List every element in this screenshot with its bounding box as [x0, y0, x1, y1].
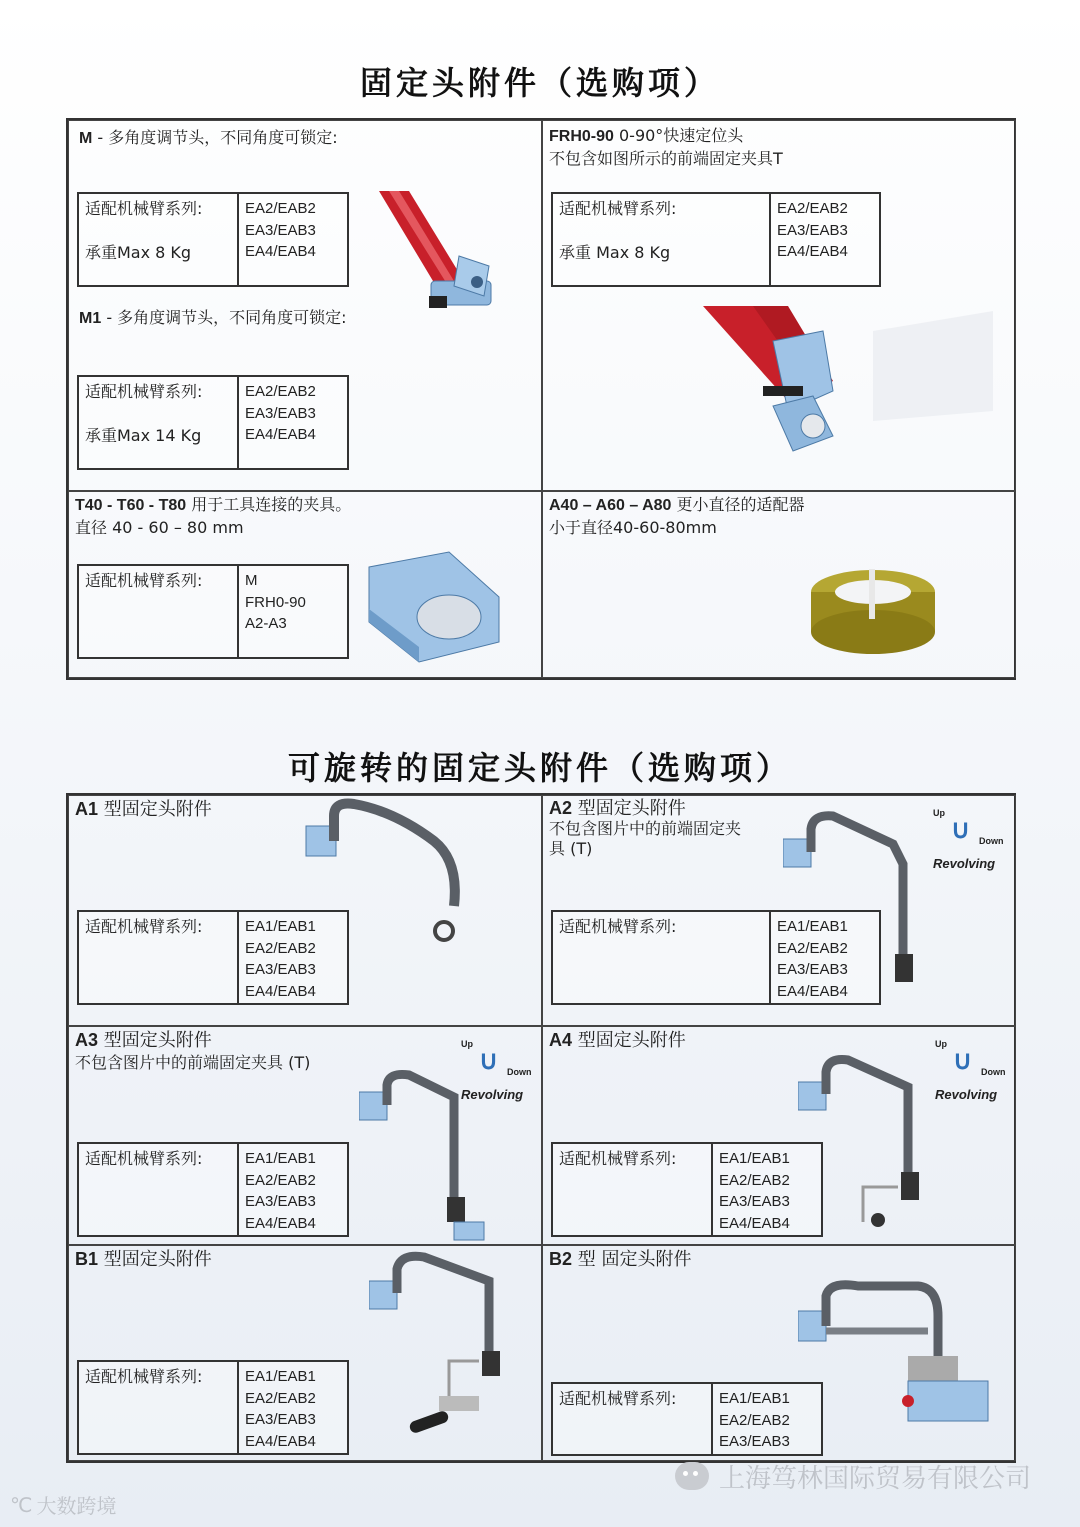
m1-spec-label: 适配机械臂系列:	[85, 382, 203, 401]
t-code: T40 - T60 - T80	[75, 497, 187, 514]
b1-spec-table: 适配机械臂系列: EA1/EAB1 EA2/EAB2 EA3/EAB3 EA4/EAB4	[77, 1360, 349, 1455]
m-desc: - 多角度调节头，不同角度可锁定:	[92, 128, 338, 147]
section1-title: 固定头附件（选购项）	[359, 64, 720, 102]
frh-load: 承重 Max 8 Kg	[559, 243, 671, 262]
company-name: 上海笃林国际贸易有限公司	[719, 1463, 1032, 1494]
tool-clamp-image	[359, 547, 529, 667]
a3-revolving-logo: Up ∪ Down Revolving	[461, 1039, 532, 1102]
a2-spec-table: 适配机械臂系列: EA1/EAB1 EA2/EAB2 EA3/EAB3 EA4/EAB4	[551, 910, 881, 1005]
a2-fixture-image	[783, 804, 913, 994]
a4-fixture-image	[798, 1052, 938, 1237]
m-code: M	[79, 130, 93, 147]
company-footer	[675, 1456, 1031, 1496]
wechat-icon	[675, 1462, 709, 1490]
m1-desc: - 多角度调节头，不同角度可锁定:	[101, 308, 347, 327]
m-spec-table: 适配机械臂系列: 承重Max 8 Kg EA2/EAB2 EA3/EAB3 EA4/EAB4	[77, 192, 349, 287]
a4-spec-table: 适配机械臂系列: EA1/EAB1 EA2/EAB2 EA3/EAB3 EA4/EAB4	[551, 1142, 823, 1237]
frh-code: FRH0-90	[549, 128, 614, 145]
watermark: ℃ 大数跨境	[10, 1492, 117, 1518]
quick-positioning-head-image	[693, 301, 993, 471]
a-desc: 更小直径的适配器	[671, 495, 805, 514]
t-desc: 用于工具连接的夹具。	[186, 495, 352, 514]
t-note: 直径 40 - 60 – 80 mm	[75, 518, 244, 537]
section1-grid	[66, 118, 1016, 680]
cell-a	[542, 491, 1016, 678]
a4-caption: A4 型固定头附件	[549, 1030, 686, 1051]
t-spec-table: 适配机械臂系列: M FRH0-90 A2-A3	[77, 564, 349, 659]
a1-fixture-image	[294, 796, 504, 951]
a2-caption: A2 型固定头附件 不包含图片中的前端固定夹 具 (T)	[549, 798, 742, 858]
m1-caption	[79, 307, 369, 330]
cell-m	[68, 120, 542, 491]
b2-spec-table: 适配机械臂系列: EA1/EAB1 EA2/EAB2 EA3/EAB3	[551, 1382, 823, 1456]
cell-a2	[542, 795, 1016, 1026]
section2-title: 可旋转的固定头附件（选购项）	[287, 749, 792, 787]
cell-frh	[542, 120, 1016, 491]
m1-code: M1	[79, 310, 102, 327]
frh-desc: 0-90°快速定位头	[613, 126, 744, 145]
a3-caption: A3 型固定头附件 不包含图片中的前端固定夹具 (T)	[75, 1030, 311, 1072]
b1-caption: B1 型固定头附件	[75, 1249, 212, 1270]
m1-load: 承重Max 14 Kg	[85, 426, 202, 445]
m-spec-label: 适配机械臂系列:	[85, 199, 203, 218]
frh-note: 不包含如图所示的前端固定夹具T	[549, 149, 783, 168]
frh-spec-label: 适配机械臂系列:	[559, 199, 677, 218]
a4-revolving-logo: Up ∪ Down Revolving	[935, 1039, 1006, 1102]
frh-caption	[549, 125, 969, 170]
cell-a3	[68, 1026, 542, 1245]
a1-caption: A1 型固定头附件	[75, 799, 212, 820]
cell-a1	[68, 795, 542, 1026]
cell-a4	[542, 1026, 1016, 1245]
a-code: A40 – A60 – A80	[549, 497, 672, 514]
adapter-ring-image	[803, 557, 953, 657]
a1-spec-table: 适配机械臂系列: EA1/EAB1 EA2/EAB2 EA3/EAB3 EA4/EAB4	[77, 910, 349, 1005]
watermark-logo-icon: ℃	[10, 1492, 33, 1517]
b2-caption: B2 型 固定头附件	[549, 1249, 692, 1270]
m1-spec-table: 适配机械臂系列: 承重Max 14 Kg EA2/EAB2 EA3/EAB3 EA4/EAB4	[77, 375, 349, 470]
cell-b2	[542, 1245, 1016, 1461]
b1-fixture-image	[369, 1251, 509, 1451]
m-load: 承重Max 8 Kg	[85, 243, 192, 262]
multi-angle-head-image	[369, 186, 539, 316]
a-caption	[549, 494, 989, 539]
b2-fixture-image	[798, 1276, 1008, 1436]
cell-b1	[68, 1245, 542, 1461]
section2-grid	[66, 793, 1016, 1463]
a3-spec-table: 适配机械臂系列: EA1/EAB1 EA2/EAB2 EA3/EAB3 EA4/EAB4	[77, 1142, 349, 1237]
cell-t	[68, 491, 542, 678]
t-caption	[75, 494, 515, 539]
a-note: 小于直径40-60-80mm	[549, 518, 717, 537]
t-spec-label: 适配机械臂系列:	[85, 571, 203, 590]
a2-revolving-logo: Up ∪ Down Revolving	[933, 808, 1004, 871]
frh-spec-table: 适配机械臂系列: 承重 Max 8 Kg EA2/EAB2 EA3/EAB3 EA4/EAB4	[551, 192, 881, 287]
m-caption	[79, 127, 369, 150]
